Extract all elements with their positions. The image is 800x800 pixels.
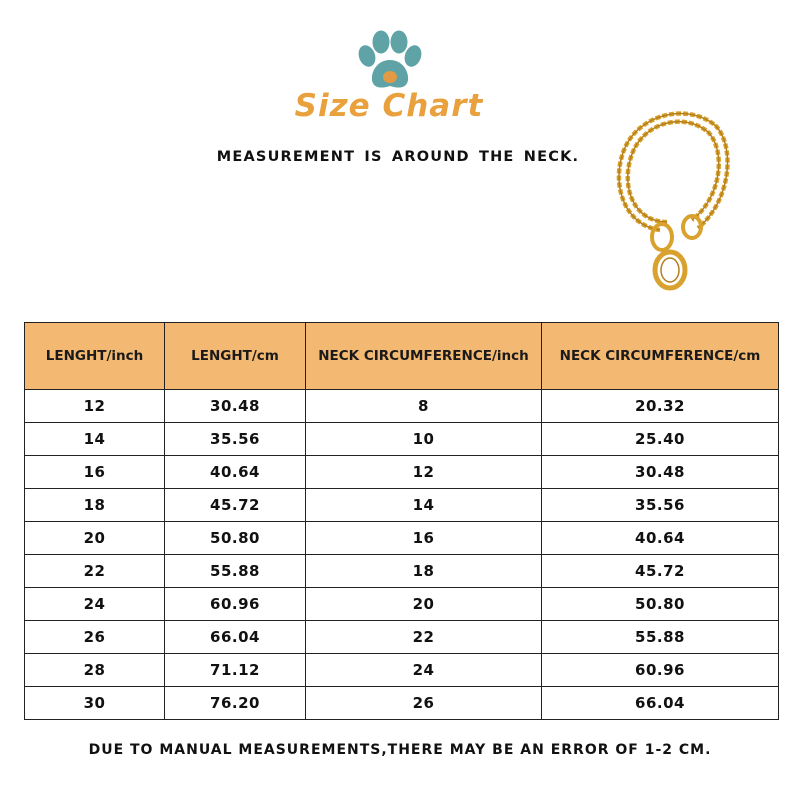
table-row: [25, 621, 779, 654]
header-neck-cm: NECK CIRCUMFERENCE/cm: [542, 323, 779, 390]
paw-icon: [355, 30, 425, 92]
page-title: Size Chart: [294, 88, 484, 124]
cell: 35.56: [165, 423, 306, 456]
cell: 24: [25, 588, 165, 621]
header-length-inch: LENGHT/inch: [25, 323, 165, 390]
cell: 35.56: [542, 489, 779, 522]
cell: 50.80: [165, 522, 306, 555]
cell: 71.12: [165, 654, 306, 687]
cell: 40.64: [542, 522, 779, 555]
cell: 16: [306, 522, 542, 555]
table-row: [25, 423, 779, 456]
cell: 22: [25, 555, 165, 588]
cell: 30.48: [165, 390, 306, 423]
cell: 26: [306, 687, 542, 720]
cell: 18: [306, 555, 542, 588]
cell: 14: [25, 423, 165, 456]
cell: 66.04: [165, 621, 306, 654]
header-length-cm: LENGHT/cm: [165, 323, 306, 390]
cell: 12: [306, 456, 542, 489]
cell: 60.96: [542, 654, 779, 687]
error-disclaimer: DUE TO MANUAL MEASUREMENTS,THERE MAY BE AN ERROR OF 1-2 CM.: [88, 742, 712, 758]
table-row: [25, 390, 779, 423]
cell: 12: [25, 390, 165, 423]
table-row: [25, 555, 779, 588]
table-row: [25, 588, 779, 621]
cell: 55.88: [542, 621, 779, 654]
cell: 16: [25, 456, 165, 489]
header-neck-inch: NECK CIRCUMFERENCE/inch: [306, 323, 542, 390]
cell: 55.88: [165, 555, 306, 588]
cell: 30: [25, 687, 165, 720]
cell: 45.72: [542, 555, 779, 588]
cell: 26: [25, 621, 165, 654]
cell: 8: [306, 390, 542, 423]
cell: 10: [306, 423, 542, 456]
cell: 50.80: [542, 588, 779, 621]
cell: 28: [25, 654, 165, 687]
cell: 20: [306, 588, 542, 621]
cell: 60.96: [165, 588, 306, 621]
cell: 45.72: [165, 489, 306, 522]
cell: 20.32: [542, 390, 779, 423]
cell: 66.04: [542, 687, 779, 720]
measurement-note: MEASUREMENT IS AROUND THE NECK.: [216, 149, 580, 165]
cell: 25.40: [542, 423, 779, 456]
cell: 14: [306, 489, 542, 522]
gold-chain-collar-icon: [612, 102, 732, 302]
cell: 24: [306, 654, 542, 687]
cell: 76.20: [165, 687, 306, 720]
table-row: [25, 489, 779, 522]
cell: 18: [25, 489, 165, 522]
table-row: [25, 687, 779, 720]
size-chart-table: [24, 322, 779, 720]
cell: 20: [25, 522, 165, 555]
table-header-row: [25, 323, 779, 390]
cell: 40.64: [165, 456, 306, 489]
cell: 30.48: [542, 456, 779, 489]
table-row: [25, 456, 779, 489]
table-row: [25, 654, 779, 687]
table-row: [25, 522, 779, 555]
cell: 22: [306, 621, 542, 654]
